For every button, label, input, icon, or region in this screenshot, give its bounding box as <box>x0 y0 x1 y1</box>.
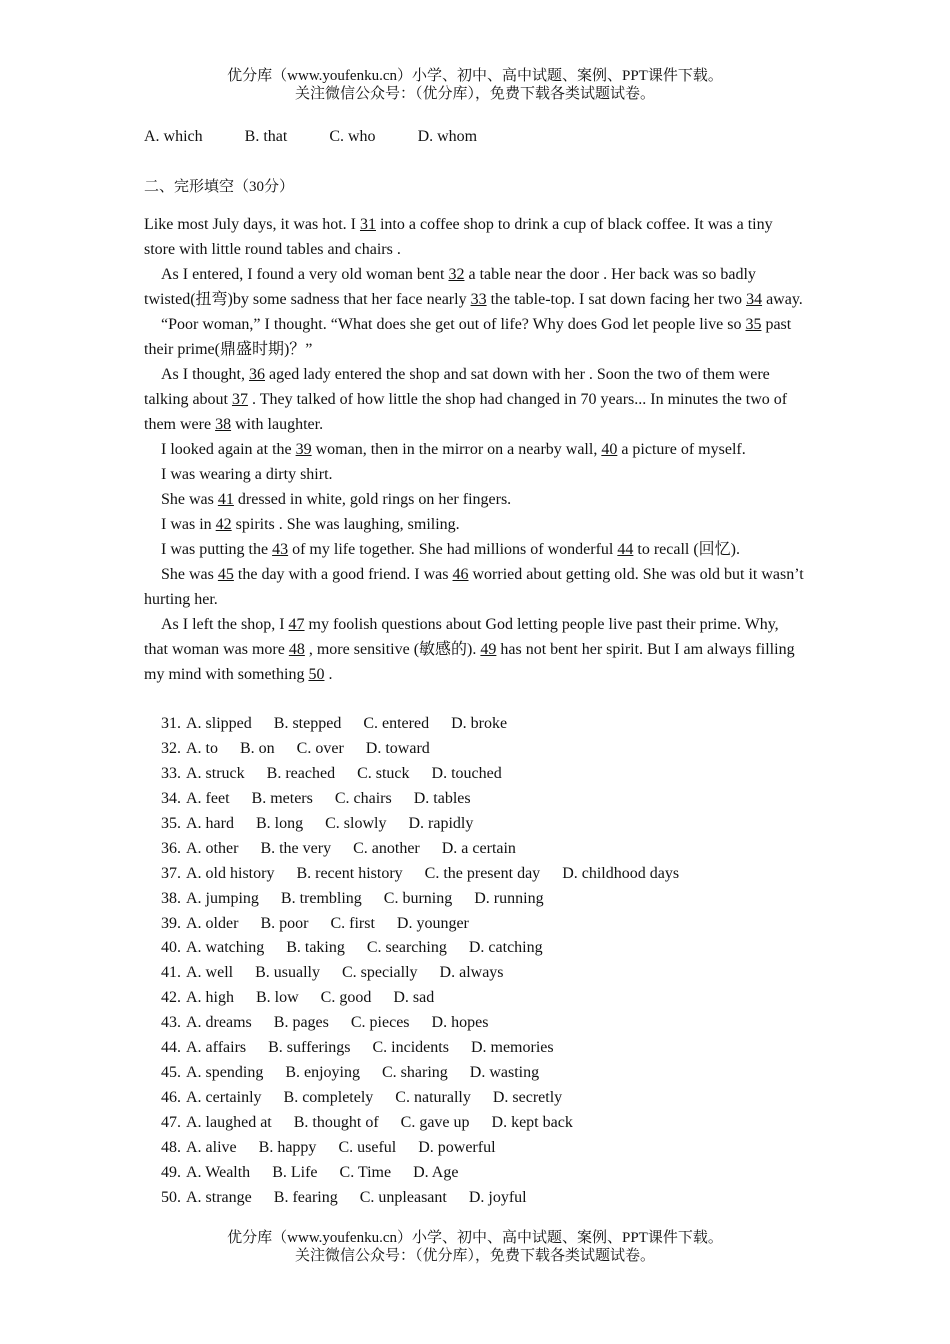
option-choice: A. to <box>186 739 218 757</box>
option-choice: D. a certain <box>441 839 516 857</box>
option-choice: C. gave up <box>400 1114 470 1131</box>
option-choice: B. usually <box>255 964 320 982</box>
question-number: 46. <box>161 1089 181 1107</box>
passage-text: aged lady entered the shop and sat down with her . Soon the two of them were talking about <box>144 366 770 408</box>
question-number: 40. <box>161 939 181 957</box>
question-number: 48. <box>161 1138 181 1156</box>
option-choice: A. high <box>186 989 234 1007</box>
option-choice: A. dreams <box>186 1014 252 1032</box>
passage-text: As I left the shop, I <box>161 616 289 633</box>
passage-paragraph <box>144 512 806 537</box>
option-choice: C. specially <box>342 964 418 982</box>
option-choice: C. chairs <box>334 789 392 807</box>
passage-paragraph <box>144 537 806 562</box>
passage-text: a picture of myself. <box>617 441 746 458</box>
option-row <box>161 1111 679 1136</box>
option-choice: C. burning <box>383 889 453 907</box>
passage-text: has not bent her spirit. But I am always filling my mind with something <box>144 641 795 683</box>
option-row <box>161 912 679 937</box>
blank-number: 32 <box>448 266 465 283</box>
option-row <box>161 986 679 1011</box>
option-choice: C. over <box>296 739 344 757</box>
question-number: 44. <box>161 1039 181 1057</box>
option-choice: D. hopes <box>431 1014 489 1032</box>
question-number: 47. <box>161 1114 181 1131</box>
option-choice: B. trembling <box>280 889 362 907</box>
option-choice: A. watching <box>186 939 265 957</box>
option-row <box>161 887 679 912</box>
question-number: 35. <box>161 814 181 832</box>
option-choice: A. spending <box>186 1064 264 1082</box>
choice-c: C. who <box>329 128 376 145</box>
blank-number: 38 <box>215 416 232 433</box>
page-header <box>0 67 950 103</box>
blank-number: 37 <box>231 391 248 408</box>
passage-text: , more sensitive (敏感的). <box>304 641 481 658</box>
option-choice: D. sad <box>393 989 435 1007</box>
option-row <box>161 712 679 737</box>
passage-text: She was <box>161 491 218 508</box>
passage-text: . <box>324 666 333 683</box>
option-choice: D. tables <box>413 789 471 807</box>
passage-text: woman, then in the mirror on a nearby wall, <box>311 441 602 458</box>
option-choice: D. wasting <box>469 1064 540 1082</box>
option-choice: B. reached <box>266 764 336 782</box>
option-choice: D. toward <box>365 739 430 757</box>
question-number: 33. <box>161 764 181 782</box>
option-row <box>161 762 679 787</box>
option-choice: A. alive <box>186 1138 237 1156</box>
option-choice: D. Age <box>413 1163 459 1181</box>
option-choice: A. struck <box>186 764 245 782</box>
option-choice: A. laughed at <box>186 1114 272 1131</box>
option-choice: D. secretly <box>492 1089 563 1107</box>
option-choice: B. completely <box>283 1089 374 1107</box>
option-choice: B. low <box>256 989 299 1007</box>
option-choice: A. Wealth <box>186 1163 251 1181</box>
option-choice: A. old history <box>186 864 275 882</box>
option-choice: D. childhood days <box>562 864 680 882</box>
passage-paragraph <box>144 487 806 512</box>
option-choice: C. searching <box>366 939 447 957</box>
passage-paragraph <box>144 612 806 687</box>
blank-number: 40 <box>601 441 618 458</box>
option-choice: A. feet <box>186 789 230 807</box>
passage-paragraph <box>144 437 806 462</box>
passage-text: I was wearing a dirty shirt. <box>161 466 333 483</box>
option-choice: B. long <box>255 814 304 832</box>
blank-number: 39 <box>295 441 312 458</box>
passage-text: As I thought, <box>161 366 249 383</box>
passage-paragraph <box>144 462 806 487</box>
option-row <box>161 737 679 762</box>
cloze-passage <box>144 212 806 687</box>
header-line-1: 优分库（www.youfenku.cn）小学、初中、高中试题、案例、PPT课件下载。 <box>227 68 723 84</box>
question-number: 39. <box>161 914 181 932</box>
option-choice: C. good <box>320 989 372 1007</box>
passage-paragraph <box>144 262 806 312</box>
option-choice: B. sufferings <box>268 1039 351 1057</box>
option-choice: C. slowly <box>325 814 387 832</box>
option-row <box>161 1161 679 1186</box>
option-choice: B. Life <box>272 1163 318 1181</box>
blank-number: 45 <box>217 566 234 583</box>
option-choice: C. stuck <box>357 764 410 782</box>
option-choice: D. joyful <box>468 1188 527 1206</box>
blank-number: 50 <box>308 666 325 683</box>
footer-line-2: 关注微信公众号：（优分库），免费下载各类试题试卷。 <box>294 1248 655 1264</box>
blank-number: 47 <box>288 616 305 633</box>
question-number: 42. <box>161 989 181 1007</box>
option-row <box>161 787 679 812</box>
blank-number: 49 <box>480 641 497 658</box>
option-row <box>161 1036 679 1061</box>
question-number: 43. <box>161 1014 181 1032</box>
choice-a: A. which <box>144 128 203 145</box>
question-number: 34. <box>161 789 181 807</box>
option-choice: D. younger <box>396 914 469 932</box>
blank-number: 36 <box>249 366 265 383</box>
option-choice: C. Time <box>339 1163 392 1181</box>
passage-text: a table near the door . Her back was so badly twisted(扭弯)by some sadness that her face nearly <box>144 266 756 308</box>
passage-text: I was putting the <box>161 541 273 558</box>
option-choice: A. jumping <box>186 889 259 907</box>
blank-number: 41 <box>217 491 234 508</box>
passage-paragraph <box>144 212 806 262</box>
header-line-2: 关注微信公众号：（优分库），免费下载各类试题试卷。 <box>294 86 655 102</box>
option-choice: C. entered <box>363 715 430 732</box>
question-number: 49. <box>161 1163 181 1181</box>
option-choice: B. happy <box>258 1138 317 1156</box>
blank-number: 31 <box>359 216 376 233</box>
option-choice: D. broke <box>451 715 508 732</box>
option-choice: C. pieces <box>350 1014 410 1032</box>
option-row <box>161 812 679 837</box>
option-choice: B. taking <box>286 939 345 957</box>
question-number: 38. <box>161 889 181 907</box>
option-choice: C. useful <box>338 1138 397 1156</box>
option-choice: C. sharing <box>382 1064 448 1082</box>
option-choice: D. running <box>474 889 544 907</box>
option-choice: B. stepped <box>273 715 342 732</box>
passage-text: dressed in white, gold rings on her fingers. <box>233 491 512 508</box>
option-choice: A. certainly <box>186 1089 262 1107</box>
passage-text: my foolish questions about God letting people live past their prime. Why, that woman was more <box>144 616 779 658</box>
blank-number: 48 <box>288 641 305 658</box>
passage-text: . They talked of how little the shop had changed in 70 years... In minutes the two of them were <box>144 391 788 433</box>
option-choice: C. naturally <box>395 1089 471 1107</box>
option-choice: A. well <box>186 964 234 982</box>
passage-text: Like most July days, it was hot. I <box>144 216 360 233</box>
passage-paragraph <box>144 362 806 437</box>
question-number: 50. <box>161 1188 181 1206</box>
question-number: 45. <box>161 1064 181 1082</box>
option-row <box>161 1061 679 1086</box>
option-row <box>161 862 679 887</box>
passage-text: spirits . She was laughing, smiling. <box>231 516 460 533</box>
option-row <box>161 1086 679 1111</box>
option-choice: C. unpleasant <box>359 1188 447 1206</box>
passage-paragraph <box>144 562 806 612</box>
option-choice: A. slipped <box>186 715 252 732</box>
option-choice: B. meters <box>251 789 313 807</box>
passage-text: “Poor woman,” I thought. “What does she get out of life? Why does God let people live so <box>161 316 746 333</box>
option-choice: D. memories <box>470 1039 554 1057</box>
blank-number: 34 <box>746 291 763 308</box>
passage-text: with laughter. <box>231 416 324 433</box>
page-footer <box>0 1229 950 1265</box>
option-choice: D. kept back <box>491 1114 573 1131</box>
passage-text: the day with a good friend. I was <box>233 566 453 583</box>
option-row <box>161 936 679 961</box>
option-choice: B. thought of <box>293 1114 379 1131</box>
option-choice: C. the present day <box>424 864 541 882</box>
option-choice: A. affairs <box>186 1039 247 1057</box>
choice-b: B. that <box>244 128 288 145</box>
option-choice: A. hard <box>186 814 234 832</box>
option-choice: D. always <box>439 964 504 982</box>
option-choice: A. other <box>186 839 239 857</box>
passage-text: away. <box>762 291 803 308</box>
question-number: 36. <box>161 839 181 857</box>
passage-text: into a coffee shop to drink a cup of black coffee. It was a tiny store with little round tables and chairs . <box>144 216 773 258</box>
passage-text: worried about getting old. She was old but it wasn’t hurting her. <box>144 566 804 608</box>
option-row <box>161 1136 679 1161</box>
option-choice: B. on <box>240 739 275 757</box>
passage-text: As I entered, I found a very old woman bent <box>161 266 449 283</box>
blank-number: 42 <box>215 516 232 533</box>
passage-text: I was in <box>161 516 216 533</box>
option-choice: C. incidents <box>372 1039 449 1057</box>
option-choice: B. poor <box>260 914 309 932</box>
option-choice: D. touched <box>431 764 502 782</box>
blank-number: 35 <box>745 316 762 333</box>
previous-question-choices <box>144 127 477 147</box>
choice-d: D. whom <box>417 128 478 145</box>
passage-text: of my life together. She had millions of wonderful <box>288 541 618 558</box>
question-number: 37. <box>161 864 181 882</box>
question-number: 32. <box>161 739 181 757</box>
question-number: 41. <box>161 964 181 982</box>
option-choice: D. powerful <box>418 1138 496 1156</box>
passage-text: the table-top. I sat down facing her two <box>486 291 747 308</box>
blank-number: 43 <box>272 541 289 558</box>
option-choice: D. rapidly <box>408 814 474 832</box>
option-choice: C. another <box>353 839 420 857</box>
passage-text: She was <box>161 566 218 583</box>
passage-paragraph <box>144 312 806 362</box>
option-row <box>161 1186 679 1211</box>
option-choice: B. the very <box>260 839 332 857</box>
passage-text: I looked again at the <box>161 441 296 458</box>
blank-number: 33 <box>470 291 487 308</box>
option-choice: A. strange <box>186 1188 252 1206</box>
option-row <box>161 961 679 986</box>
question-number: 31. <box>161 715 181 732</box>
blank-number: 46 <box>452 566 469 583</box>
option-choice: D. catching <box>468 939 543 957</box>
footer-line-1: 优分库（www.youfenku.cn）小学、初中、高中试题、案例、PPT课件下载。 <box>227 1230 723 1246</box>
section-title: 二、完形填空（30分） <box>144 179 295 195</box>
passage-text: past their prime(鼎盛时期)？” <box>144 316 792 358</box>
blank-number: 44 <box>617 541 634 558</box>
option-choice: B. recent history <box>296 864 403 882</box>
option-choice: B. pages <box>273 1014 329 1032</box>
passage-text: to recall (回忆). <box>633 541 741 558</box>
option-row <box>161 837 679 862</box>
answer-options <box>161 712 679 1211</box>
option-choice: B. fearing <box>273 1188 338 1206</box>
option-choice: A. older <box>186 914 239 932</box>
option-row <box>161 1011 679 1036</box>
option-choice: C. first <box>330 914 375 932</box>
option-choice: B. enjoying <box>285 1064 360 1082</box>
